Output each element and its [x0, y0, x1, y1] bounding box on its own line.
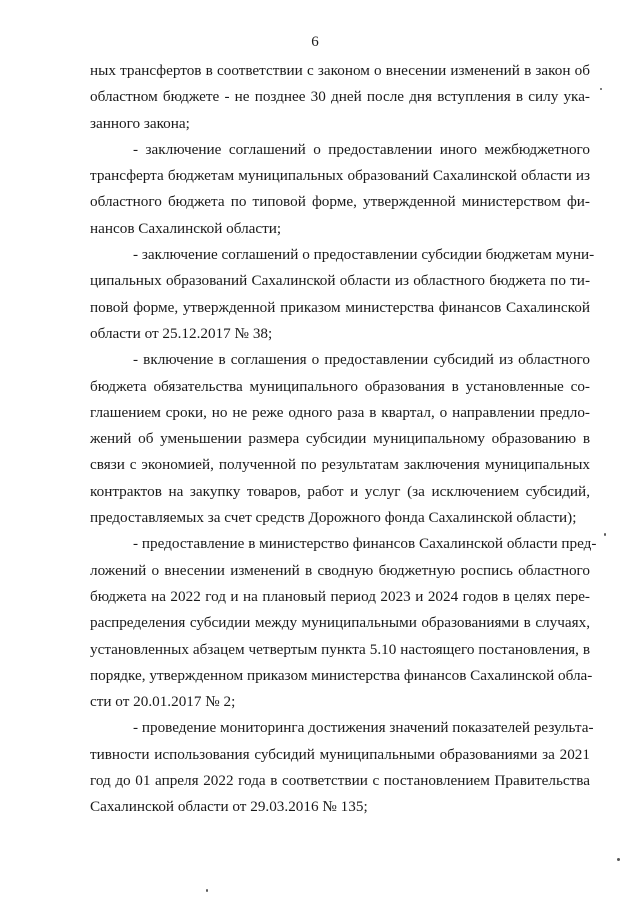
paragraph-line: порядке, утвержденном приказом министерства финансов Сахалинской обла- — [90, 666, 593, 684]
paragraph-line: бюджета обязательства муниципального образования в установленные со- — [90, 377, 590, 395]
scan-speck — [617, 858, 620, 861]
document-body — [90, 58, 597, 821]
paragraph-line: - заключение соглашений о предоставлении субсидии бюджетам муни- — [133, 246, 595, 264]
paragraph-line: жений об уменьшении размера субсидии муниципальному образованию в — [90, 430, 590, 448]
paragraph-line: контрактов на закупку товаров, работ и услуг (за исключением субсидий, — [90, 482, 590, 500]
paragraph-line: глашением сроки, но не реже одного раза в квартал, о направлении предло- — [90, 403, 590, 421]
paragraph-line: сти от 20.01.2017 № 2; — [90, 693, 236, 711]
scan-speck — [206, 889, 208, 892]
paragraph-line: области от 25.12.2017 № 38; — [90, 324, 273, 342]
paragraph-line: - заключение соглашений о предоставлении иного межбюджетного — [133, 140, 590, 158]
paragraph-line: трансферта бюджетам муниципальных образований Сахалинской области из — [90, 167, 590, 185]
paragraph-line: - предоставление в министерство финансов Сахалинской области пред- — [133, 535, 597, 553]
page-number: 6 — [311, 34, 319, 50]
paragraph-line: ципальных образований Сахалинской области из областного бюджета по ти- — [90, 272, 590, 290]
paragraph-line: областном бюджете - не позднее 30 дней после дня вступления в силу ука- — [90, 88, 590, 106]
paragraph-line: - включение в соглашения о предоставлении субсидий из областного — [133, 351, 590, 369]
paragraph-line: ных трансфертов в соответствии с законом о внесении изменений в закон об — [90, 62, 590, 79]
paragraph-line: тивности использования субсидий муниципальными образованиями за 2021 — [90, 745, 590, 763]
paragraph-line: год до 01 апреля 2022 года в соответствии с постановлением Правительства — [90, 772, 590, 790]
paragraph-line: предоставляемых за счет средств Дорожного фонда Сахалинской области); — [90, 509, 577, 527]
paragraph-line: Сахалинской области от 29.03.2016 № 135; — [90, 798, 368, 816]
paragraph-line: связи с экономией, полученной по результатам заключения муниципальных — [90, 456, 590, 474]
paragraph-line: ложений о внесении изменений в сводную бюджетную роспись областного — [90, 561, 590, 579]
paragraph-line: областного бюджета по типовой форме, утвержденной министерством фи- — [90, 193, 590, 211]
paragraph-line: занного закона; — [90, 114, 190, 132]
scan-speck — [600, 88, 602, 90]
paragraph-line: - проведение мониторинга достижения значений показателей результа- — [133, 719, 594, 737]
paragraph-line: распределения субсидии между муниципальными образованиями в случаях, — [90, 614, 590, 632]
paragraph-line: нансов Сахалинской области; — [90, 219, 282, 237]
scan-speck — [604, 533, 606, 536]
paragraph-line: установленных абзацем четвертым пункта 5.10 настоящего постановления, в — [90, 640, 590, 658]
paragraph-line: бюджета на 2022 год и на плановый период 2023 и 2024 годов в целях пере- — [90, 587, 590, 605]
paragraph-line: повой форме, утвержденной приказом министерства финансов Сахалинской — [90, 298, 590, 316]
